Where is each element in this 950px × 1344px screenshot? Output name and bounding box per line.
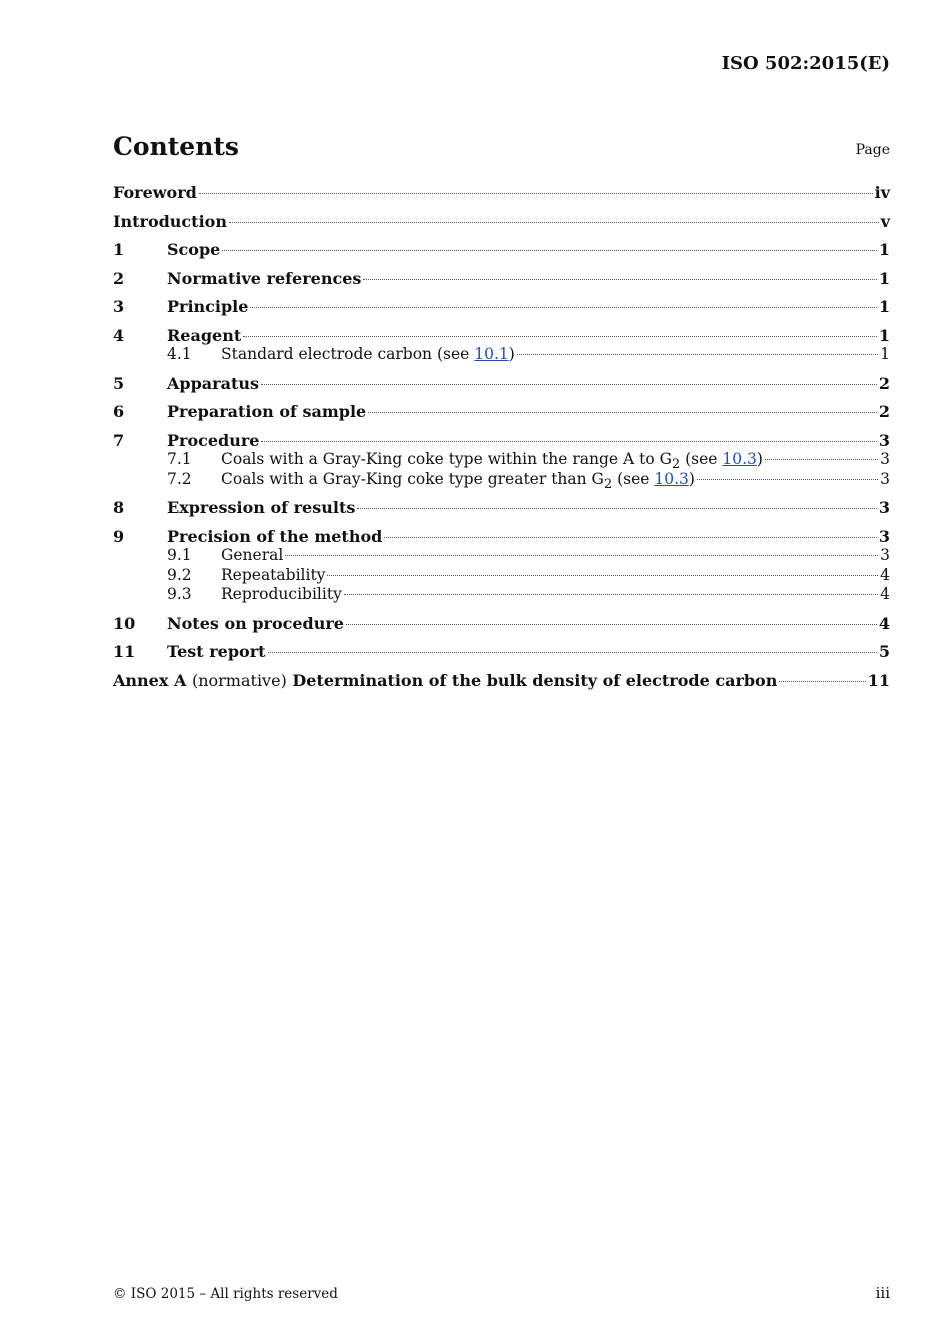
dot-leader: [199, 193, 873, 194]
toc-entry-page: 1: [878, 240, 890, 259]
toc-entry-page: 4: [880, 585, 890, 603]
toc-entry-number: 4: [113, 325, 125, 345]
toc-entry-number: 5: [113, 373, 125, 393]
toc-entry-title: Expression of results: [167, 498, 356, 517]
toc-entry-page: 3: [878, 430, 890, 450]
toc-entry-apparatus[interactable]: [113, 374, 890, 394]
toc-entry-title: Reagent: [167, 325, 242, 345]
toc-entry-title: Repeatability: [221, 565, 326, 584]
dot-leader: [261, 441, 876, 442]
toc-entry-precision-of-the-method[interactable]: [113, 527, 890, 547]
toc-entry-page: 3: [878, 526, 890, 546]
copyright-notice: © ISO 2015 – All rights reserved: [113, 1286, 338, 1302]
toc-entry-test-report[interactable]: [113, 642, 890, 662]
toc-entry-title: Coals with a Gray-King coke type greater than $G_2$ (see 10.3): [221, 469, 695, 492]
page-footer: [113, 1284, 890, 1302]
toc-entry-title: Normative references: [167, 268, 362, 288]
toc-entry-page: 3: [878, 498, 890, 517]
toc-entry-title: Reproducibility: [221, 585, 342, 603]
toc-entry-title: Notes on procedure: [167, 613, 344, 633]
toc-entry-normative-references[interactable]: [113, 269, 890, 289]
toc-entry-title: Test report: [167, 642, 266, 661]
toc-entry-number: 9.1: [167, 546, 192, 564]
dot-leader: [368, 412, 877, 413]
dot-leader: [344, 594, 878, 595]
toc-entry-notes-on-procedure[interactable]: [113, 614, 890, 634]
annex-title: Determination of the bulk density of electrode carbon: [292, 670, 778, 690]
toc-entry-page: 4: [878, 613, 890, 633]
dot-leader: [268, 652, 877, 653]
dot-leader: [222, 250, 877, 251]
toc-entry-title: Scope: [167, 240, 221, 259]
toc-entry-page: 3: [880, 546, 890, 564]
toc-entry-number: 9: [113, 526, 125, 546]
dot-leader: [243, 336, 877, 337]
toc-entry-title: Foreword: [113, 183, 197, 202]
toc-entry-coals-within-range[interactable]: [113, 450, 890, 473]
toc-entry-number: 7.1: [167, 450, 192, 468]
toc-entry-page: 2: [878, 373, 890, 393]
dot-leader: [346, 624, 877, 625]
toc-entry-procedure[interactable]: [113, 431, 890, 451]
toc-entry-title: [113, 671, 777, 691]
dot-leader: [250, 307, 876, 308]
toc-entry-reagent[interactable]: [113, 326, 890, 346]
toc-entry-page: 3: [880, 450, 890, 468]
toc-entry-page: iv: [874, 183, 890, 202]
toc-entry-title: Principle: [167, 297, 249, 316]
dot-leader: [765, 459, 878, 460]
dot-leader: [229, 222, 879, 223]
toc-entry-number: 9.3: [167, 585, 192, 603]
dot-leader: [363, 279, 876, 280]
toc-entry-page: 2: [878, 402, 890, 421]
toc-entry-number: 7: [113, 430, 125, 450]
toc-entry-foreword[interactable]: [113, 183, 890, 203]
toc-entry-annex-a[interactable]: [113, 671, 890, 691]
toc-entry-general[interactable]: [113, 546, 890, 566]
page-number: iii: [875, 1284, 890, 1302]
toc-entry-title: Preparation of sample: [167, 402, 367, 421]
toc-entry-number: 1: [113, 240, 125, 259]
dot-leader: [384, 537, 877, 538]
toc-entry-expression-of-results[interactable]: [113, 498, 890, 518]
toc-entry-principle[interactable]: [113, 297, 890, 317]
toc-entry-introduction[interactable]: [113, 212, 890, 232]
toc-entry-page: 1: [880, 345, 890, 363]
dot-leader: [327, 575, 878, 576]
toc-entry-page: 1: [878, 325, 890, 345]
dot-leader: [697, 479, 878, 480]
toc-entry-title: General: [221, 546, 284, 564]
toc-entry-number: 6: [113, 402, 125, 421]
toc-entry-page: 1: [878, 268, 890, 288]
cross-reference-link[interactable]: 10.1: [474, 345, 509, 363]
toc-entry-page: 5: [878, 642, 890, 661]
toc-entry-coals-greater-than[interactable]: [113, 470, 890, 490]
cross-reference-link[interactable]: 10.3: [722, 450, 757, 468]
toc-entry-page: v: [880, 211, 890, 231]
dot-leader: [357, 508, 877, 509]
toc-entry-title: Standard electrode carbon (see 10.1): [221, 345, 515, 363]
toc-entry-reproducibility[interactable]: [113, 585, 890, 605]
toc-entry-page: 11: [867, 670, 890, 690]
toc-entry-page: 3: [880, 469, 890, 488]
page-column-label: Page: [855, 142, 890, 158]
toc-entry-title: Introduction: [113, 211, 227, 231]
document-id: ISO 502:2015(E): [721, 53, 890, 74]
toc-entry-number: 2: [113, 268, 125, 288]
toc-entry-number: 4.1: [167, 345, 192, 363]
dot-leader: [517, 354, 878, 355]
toc-entry-preparation-of-sample[interactable]: [113, 402, 890, 422]
annex-label: Annex A: [113, 670, 187, 690]
toc-entry-standard-electrode-carbon[interactable]: [113, 345, 890, 365]
toc-entry-number: 11: [113, 642, 136, 661]
dot-leader: [261, 384, 877, 385]
toc-entry-number: 7.2: [167, 469, 192, 488]
dot-leader: [779, 681, 865, 682]
table-of-contents: [113, 183, 890, 690]
toc-entry-title: Apparatus: [167, 373, 259, 393]
toc-entry-scope[interactable]: [113, 240, 890, 260]
toc-entry-repeatability[interactable]: [113, 566, 890, 586]
dot-leader: [285, 555, 878, 556]
toc-entry-title: Coals with a Gray-King coke type within the range A to $G_2$ (see 10.3): [221, 450, 763, 473]
toc-entry-title: Precision of the method: [167, 526, 383, 546]
annex-kind: (normative): [191, 670, 287, 690]
toc-entry-page: 4: [880, 565, 890, 584]
toc-entry-number: 10: [113, 613, 136, 633]
toc-entry-number: 3: [113, 297, 125, 316]
toc-entry-title: Procedure: [167, 430, 260, 450]
page-title: Contents: [113, 132, 240, 161]
toc-entry-number: 8: [113, 498, 125, 517]
toc-entry-number: 9.2: [167, 565, 192, 584]
cross-reference-link[interactable]: 10.3: [654, 469, 689, 488]
toc-entry-page: 1: [878, 297, 890, 316]
